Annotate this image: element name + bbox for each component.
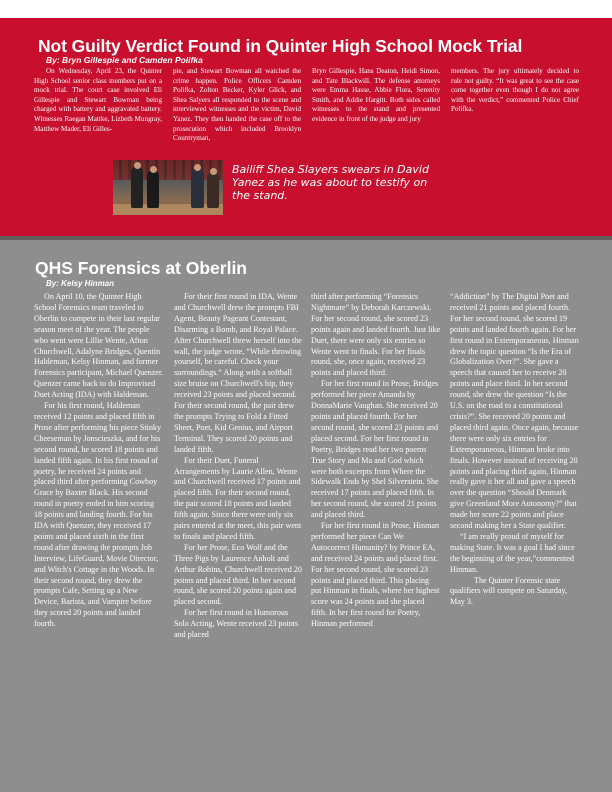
- mock-trial-column-4: [451, 67, 579, 115]
- forensics-column-2: [174, 292, 302, 641]
- photo-caption: Bailiff Shea Slayers swears in David Yanez as he was about to testify on the stand.: [232, 163, 429, 202]
- forensics-column-3: [311, 292, 441, 630]
- paragraph: pie, and Stewart Bowman all watched the crime happen. Police Officers Camden Polifka, Zolton Becker, Kyler Glick, and Shea Salyers all responded to the scene and interviewed witnesses and the victim, David Yanez. They then handed the case off to the prosecution which included Brooklyn Countryman,: [173, 67, 301, 143]
- mock-trial-byline: By: Bryn Gillespie and Camden Polifka: [46, 55, 203, 65]
- mock-trial-column-3: [312, 67, 440, 125]
- paragraph: Bryn Gillespie, Hans Deaton, Heidi Simon, and Tate Blackwill. The defense attorneys were Emma Hasse, Abbie Flora, Serenity Smith, and Addie Hargitt. Both sides called witnesses to the stand and presented evidence in front of the judge and jury: [312, 67, 440, 123]
- mock-trial-column-2: [173, 67, 301, 144]
- section-divider: [0, 236, 612, 240]
- top-margin: [0, 0, 612, 18]
- head: [150, 166, 157, 173]
- mock-trial-body: [0, 67, 612, 159]
- head: [210, 168, 217, 175]
- paragraph: For her first round in Prose, Bridges performed her piece Amanda by DonnaMarie Vaughan. She received 20 points and placed fourth. For her second round, she scored 23 points and placed second. For her first round in Poetry, Bridges read her two poems True Story and Ma and God which were both excerpts from Where the Sidewalk Ends by Shel Silverstein. She received 17 points and placed fifth. In her second round, she scored 21 points and placed third.: [311, 379, 439, 520]
- mock-trial-headline: Not Guilty Verdict Found in Quinter High School Mock Trial: [38, 36, 523, 56]
- paragraph: “Addiction” by The Digital Poet and received 21 points and placed fourth. For her second round, she scored 19 points and landed fourth again. For her first round in Extemporaneous, Hinman drew the topic question “Is the Era of Globalization Over?”. She gave a speech that caused her to receive 20 points and place third. In her second round, she drew the question “Is the U.S. on the road to a constitutional crisis?”. She received 20 points and placed third again. Once again, because there were only six entries for Extemporaneous, Hinman broke into finals. However instead of receiving 20 points and placing third again, Hinman really gave it her all and gave a speech over the question “Should Denmark give Greenland More Autonomy?” that made her score 22 points and place second making her a State qualifier.: [450, 292, 579, 531]
- paragraph: “I am really proud of myself for making State. It was a goal I had since the beginning of the year,”commented Hinman.: [450, 531, 575, 574]
- courtroom-photo: [113, 160, 223, 215]
- head: [134, 162, 141, 169]
- head: [194, 164, 201, 171]
- paragraph: On Wednesday, April 23, the Quinter High School senior class members put on a mock trial. The court case involved Eli Gillespie and Stewart Bowman being charged with battery and aggravated battery. Witnesses Raegan Mattke, Lizbeth Mungray, Matthew Mader, Eli Gilles-: [34, 67, 162, 133]
- person: [207, 172, 219, 208]
- paragraph: For her first round in Prose, Hinman performed her piece Can We Autocorrect Humanity? by Prince EA, and received 24 points and placed first. For her second round, she scored 23 points and placed third. This placing put Hinman in finals, where her highest score was 24 points and she placed fifth. In her first round for Poetry, Hinman performed: [311, 521, 440, 629]
- mock-trial-column-1: [34, 67, 162, 134]
- forensics-column-1: [34, 292, 164, 630]
- paragraph: On April 10, the Quinter High School Forensics team traveled to Oberlin to compete in their last regular season meet of the year. The people who went were Lillie Wente, Afton Churchwell, Adalyne Bridges, Quentin Haldeman, Kelsy Hinman, and former Forensics participant, Michael Quenzer. Quenzer came back to do Improvised Duet Acting (IDA) with Haldeman.: [34, 292, 164, 400]
- paragraph: For her first round in Humorous Solo Acting, Wente received 23 points and placed: [174, 608, 299, 640]
- paragraph: third after performing “Forensics Nightmare” by Deborah Karczewski. For her second round, she scored 23 points again and landed fourth. Just like Duet, there were only six entries so Wente went to finals. For her finals round, she, once again, received 23 points and placed third.: [311, 292, 441, 378]
- paragraph: members. The jury ultimately decided to rule not guilty. “It was great to see the case come together even though I do not agree with the verdict,” commented Police Chief Polifka.: [451, 67, 579, 114]
- forensics-headline: QHS Forensics at Oberlin: [35, 258, 247, 278]
- person: [131, 166, 143, 208]
- person: [191, 168, 204, 208]
- forensics-column-4: [450, 292, 582, 608]
- paragraph: For her Prose, Eco Wolf and the Three Pigs by Laurence Anholt and Arthur Robins, Churchwell received 20 points and placed third. In her second round, she scored 20 points again and placed second.: [174, 542, 302, 607]
- paragraph: For their Duet, Funeral Arrangements by Laurie Allen, Wente and Churchwell received 17 points and placed fifth. For their second round, the pair scored 18 points and landed fifth again. Since there were only six pairs entered at the meet, this pair went to finals and placed fifth.: [174, 455, 302, 541]
- person: [147, 170, 159, 208]
- forensics-byline: By: Kelsy Hinman: [46, 279, 115, 288]
- paragraph: For his first round, Haldeman received 12 points and placed fifth in Prose after performing his piece Stinky Cheeseman by Jonscieszka, and for his second round, he scored 18 points and landed fifth again. In his first round of poetry, he received 24 points and placed third after performing Cowboy Grace by Baxter Black. His second round in poetry ended in him scoring 18 points and landing fourth. For his IDA with Quenzer, they received 17 points and placed sixth in the first round after drawing the prompts Job Interview, LifeGuard, Movie Director, and Witch's Cottage in the Woods. In their second round, they drew the prompts Cafe, Setting up a New Device, Barista, and Vampire before they scored 20 points and landed fourth.: [34, 401, 161, 629]
- paragraph: The Quinter Forensic state qualifiers will compete on Saturday, May 3.: [450, 575, 568, 607]
- paragraph: For their first round in IDA, Wente and Churchwell drew the prompts FBI Agent, Beauty Pageant Contestant, Disarming a Bomb, and Royal Palace. After Churchwell threw herself into the wall, the judge wrote, “While throwing yourself, be careful. Check your surroundings.” Along with a softball size bruise on Churchwell's hip, they received 23 points and placed second. For their second round, the pair drew the prompts Trying to Fold a Fitted Sheet, Poet, Kid Genius, and Airport Terminal. They scored 20 points and landed fifth.: [174, 292, 302, 454]
